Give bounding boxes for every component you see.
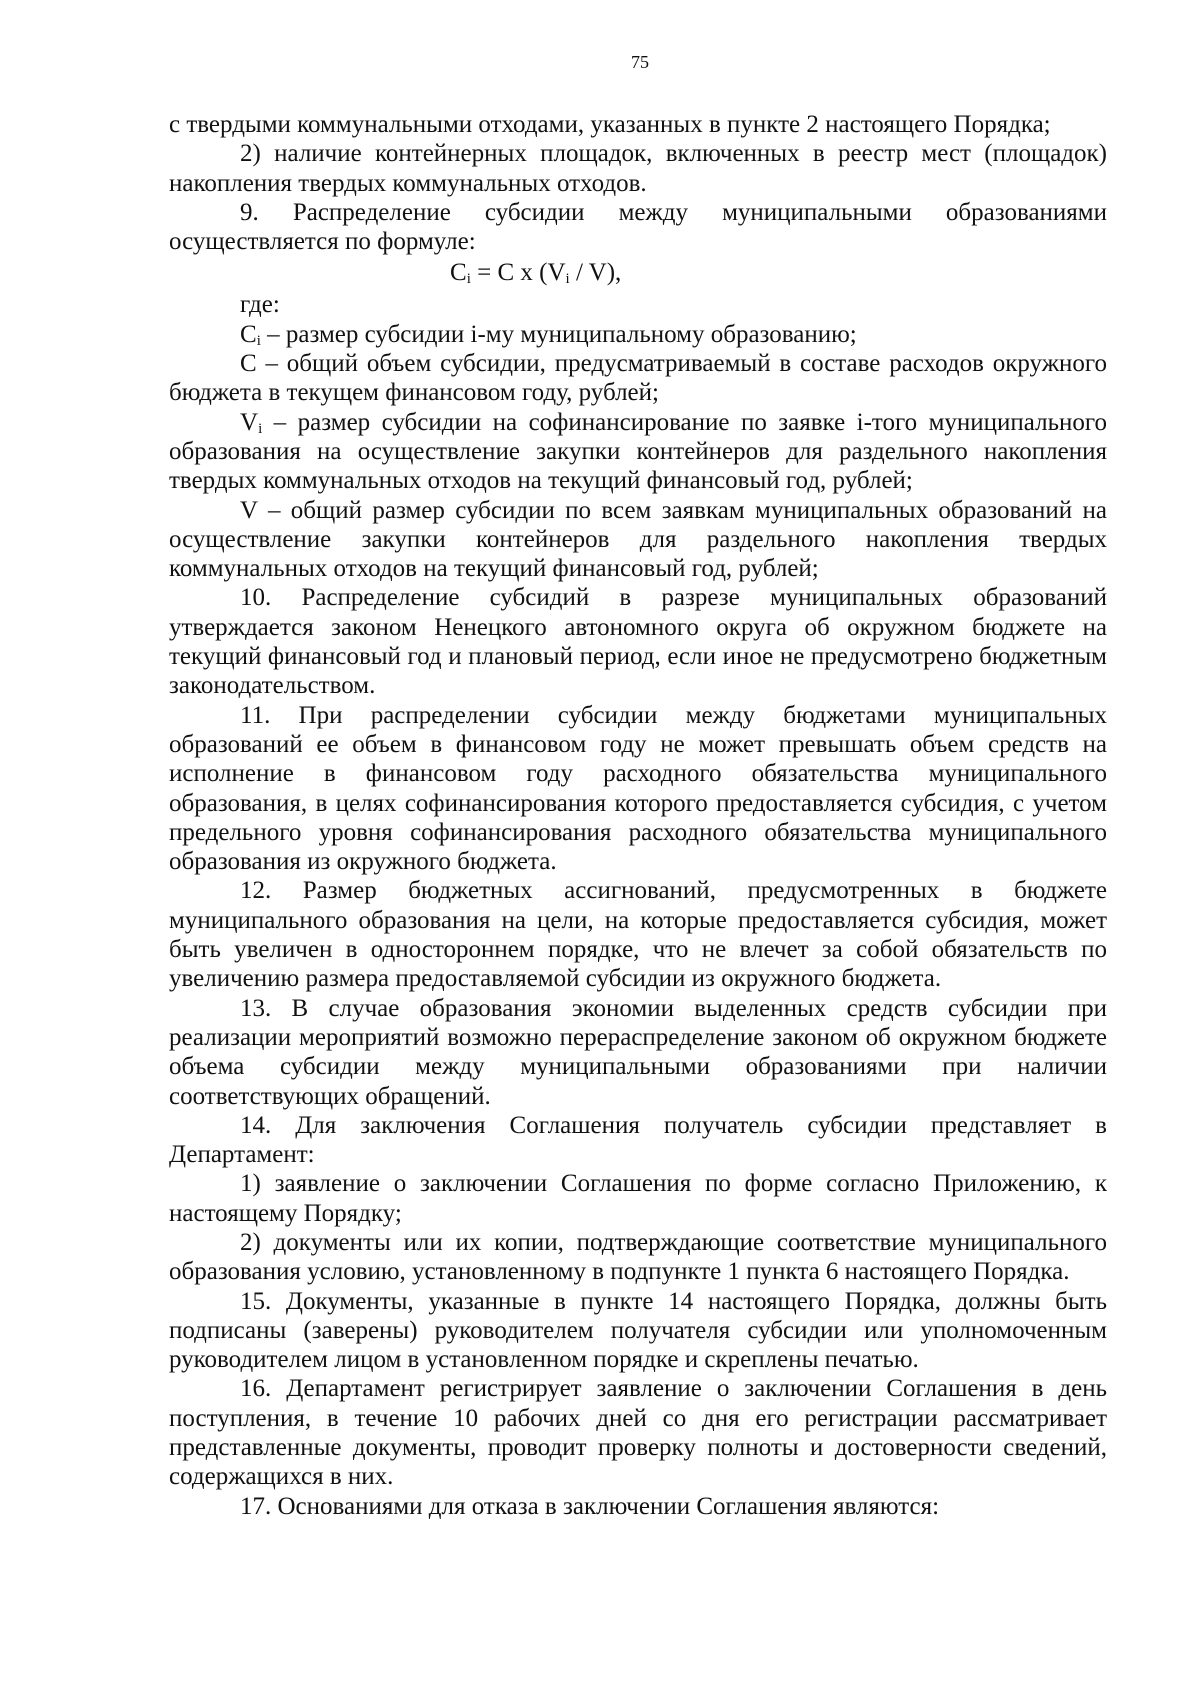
paragraph-14: 14. Для заключения Соглашения получатель субсидии представляет в Департамент: — [169, 1111, 1107, 1169]
definition-c: C – общий объем субсидии, предусматриваемый в составе расходов окружного бюджета в текущем финансовом году, рублей; — [169, 350, 1107, 407]
paragraph-14-item-1: 1) заявление о заключении Соглашения по форме согласно Приложению, к настоящему Порядку; — [169, 1170, 1107, 1227]
paragraph-14-item-2: 2) документы или их копии, подтверждающие соответствие муниципального образования условию, установленному в подпункте 1 пункта 6 настоящего Порядка. — [169, 1228, 1107, 1286]
paragraph-15: 15. Документы, указанные в пункте 14 настоящего Порядка, должны быть подписаны (заверены) руководителем получателя субсидии или уполномоченным руководителем лицом в установленном порядке и скреплены печатью. — [169, 1287, 1107, 1374]
definition-ci: Ci – размер субсидии i-му муниципальному образованию; — [240, 320, 857, 349]
paragraph-16: 16. Департамент регистрирует заявление о заключении Соглашения в день поступления, в течение 10 рабочих дней со дня его регистрации рассматривает представленные документы, проводит проверку полноты и достоверности сведений, содержащихся в них. — [169, 1375, 1107, 1491]
paragraph-17: 17. Основаниями для отказа в заключении Соглашения являются: — [240, 1492, 940, 1520]
formula: $C_i = C$ x $(V_i / V)$, — [450, 259, 622, 288]
paragraph-item-2: 2) наличие контейнерных площадок, включенных в реестр мест (площадок) накопления твердых коммунальных отходов. — [169, 140, 1107, 197]
page-number: 75 — [631, 52, 649, 72]
definition-v: V – общий размер субсидии по всем заявкам муниципальных образований на осуществление закупки контейнеров для раздельного накопления твердых коммунальных отходов на текущий финансовый год, рублей; — [169, 496, 1107, 583]
paragraph-12: 12. Размер бюджетных ассигнований, предусмотренных в бюджете муниципального образования на цели, на которые предоставляется субсидия, может быть увеличен в одностороннем порядке, что не влечет за собой обязательств по увеличению размера предоставляемой субсидии из окружного бюджета. — [169, 877, 1107, 993]
paragraph-10: 10. Распределение субсидий в разрезе муниципальных образований утверждается законом Ненецкого автономного округа об окружном бюджете на текущий финансовый год и плановый период, если иное не предусмотрено бюджетным законодательством. — [169, 584, 1107, 700]
paragraph-continuation: с твердыми коммунальными отходами, указанных в пункте 2 настоящего Порядка; — [169, 111, 1051, 138]
where-label: где: — [240, 291, 280, 319]
paragraph-9: 9. Распределение субсидии между муниципальными образованиями осуществляется по формуле: — [169, 198, 1107, 256]
definition-vi: Vi – размер субсидии на софинансирование по заявке i-того муниципального образования на осуществление закупки контейнеров для раздельного накопления твердых коммунальных отходов на текущий финансовый год, рублей; — [169, 408, 1107, 495]
paragraph-11: 11. При распределении субсидии между бюджетами муниципальных образований ее объем в финансовом году не может превышать объем средств на исполнение в финансовом году расходного обязательства муниципального образования, в целях софинансирования которого предоставляется субсидия, с учетом предельного уровня софинансирования расходного обязательства муниципального образования из окружного бюджета. — [169, 701, 1107, 876]
document-body — [169, 110, 1107, 1521]
paragraph-13: 13. В случае образования экономии выделенных средств субсидии при реализации мероприятий возможно перераспределение законом об окружном бюджете объема субсидии между муниципальными образованиями при наличии соответствующих обращений. — [169, 994, 1107, 1110]
